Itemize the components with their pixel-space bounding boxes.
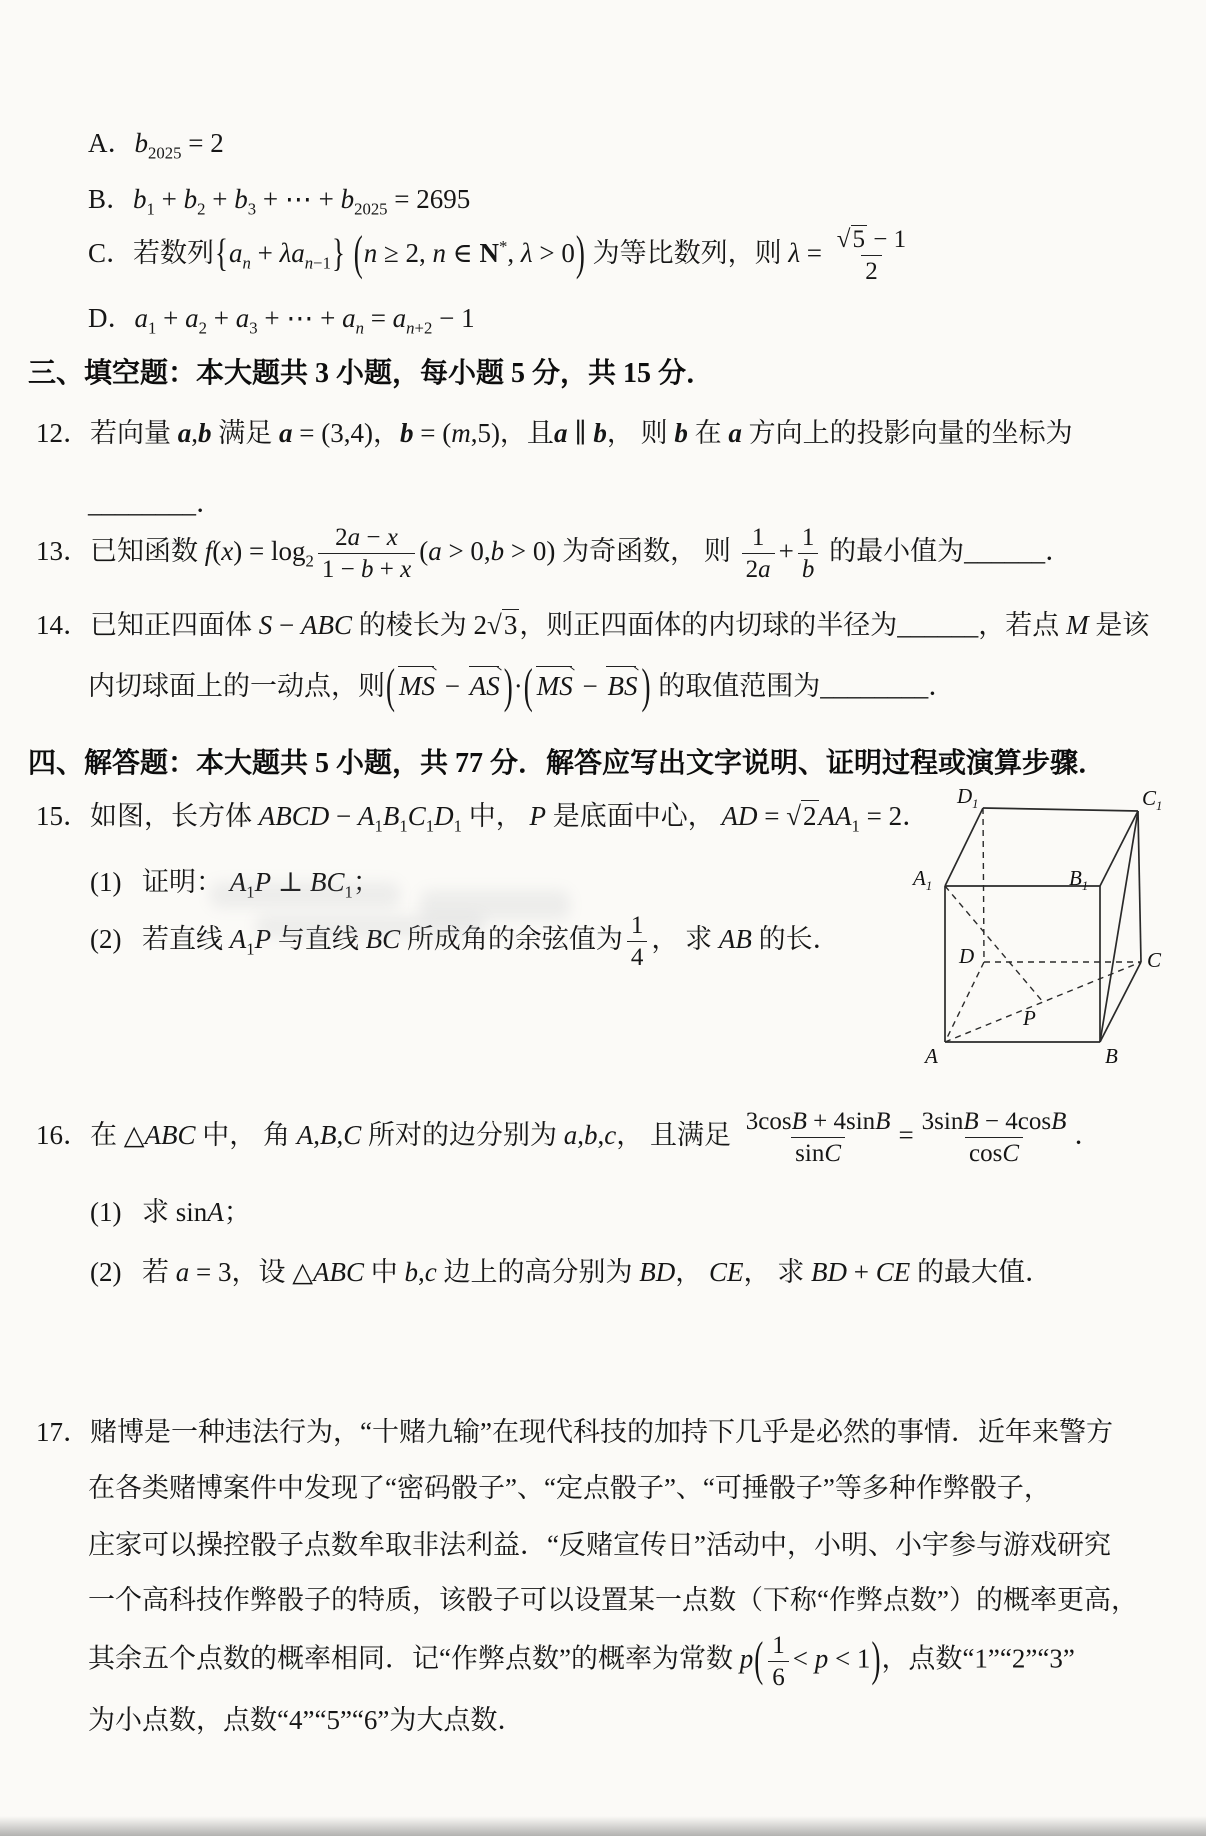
- question-16-item-1-number: (1): [90, 1197, 122, 1227]
- question-13-text: 已知函数 $f(x) = \log_2$ $\frac{2a - x}{1 - b + x}$ (a > 0,b > 0) 为奇函数， 则 $\frac{1}{2a}$ + $\frac{1}{b}$ 的最小值为______．: [90, 524, 1073, 583]
- vertex-label-d1: $D_1$: [957, 784, 979, 812]
- question-16-item-2-number: (2): [90, 1257, 122, 1287]
- scan-artifact: [210, 882, 400, 908]
- question-17-number: 17．: [36, 1417, 90, 1447]
- question-12-number: 12．: [36, 418, 90, 448]
- question-15-text: 如图，长方体 ABCD − $A_1B_1C_1D_1$ 中， P 是底面中心， AD = $√2AA_1 = 2$．: [90, 801, 930, 836]
- question-12-blank: ________．: [88, 488, 223, 518]
- section-solution-heading: 四、解答题：本大题共 5 小题，共 77 分．解答应写出文字说明、证明过程或演算步骤．: [28, 748, 1107, 779]
- question-15-item-1-number: (1): [90, 867, 122, 897]
- question-17-line-1: [36, 1415, 1113, 1450]
- vertex-label-b1: $B_1$: [1069, 866, 1089, 894]
- question-16-number: 16．: [36, 1119, 90, 1150]
- vertex-label-c: C: [1147, 948, 1162, 972]
- edge-d1-c1: [983, 808, 1138, 811]
- question-13-number: 13．: [36, 535, 90, 566]
- option-b-row: [88, 182, 470, 220]
- question-16-item-2: [90, 1255, 1052, 1290]
- option-b-label: B．: [88, 184, 134, 214]
- option-a-formula: $b_{2025} = 2$: [134, 128, 224, 163]
- option-c-label: C．: [88, 237, 134, 268]
- question-14-number: 14．: [36, 610, 90, 640]
- option-c-formula: 若数列$\{a_n + \lambda a_{n-1}\} (n \ge 2$, n ∈ N*, λ > 0) 为等比数列，则 λ = $\frac{√5 - 1}{2}$: [133, 225, 907, 285]
- question-17-line-5: 其余五个点数的概率相同．记“作弊点数”的概率为常数 p( $\frac{1}{6}$ < p < 1)，点数“1”“2”“3”: [88, 1631, 1075, 1691]
- question-12-line-1: [36, 416, 1073, 451]
- question-15-number: 15．: [36, 801, 90, 831]
- diagonal-b-c1: [1100, 811, 1138, 1042]
- edge-d-d1-hidden: [983, 808, 984, 962]
- question-17-text-1: 赌博是一种违法行为，“十赌九输”在现代科技的加持下几乎是必然的事情．近年来警方: [90, 1417, 1113, 1447]
- question-12-text: 若向量 a,b 满足 a = (3,4)，b = (m,5)，且a ∥ b， 则 b 在 a 方向上的投影向量的坐标为: [90, 418, 1073, 448]
- option-a-row: [88, 126, 224, 164]
- scan-artifact: [255, 915, 485, 937]
- question-16-text: 在 △ABC 中， 角 A,B,C 所对的边分别为 a,b,c， 且满足 $\frac{3\cos B + 4\sin B}{\sin C}$ = $\frac{3\sin B - 4\cos B}{\cos C}$ ．: [90, 1108, 1102, 1167]
- question-17-line-3: 庄家可以操控骰子点数牟取非法利益．“反赌宣传日”活动中，小明、小宇参与游戏研究: [88, 1530, 1111, 1560]
- question-17-line-4: 一个高科技作弊骰子的特质，该骰子可以设置某一点数（下称“作弊点数”）的概率更高，: [88, 1585, 1138, 1615]
- question-16-item-1-text: 求 sinA；: [142, 1197, 251, 1227]
- edge-d-a-hidden: [945, 962, 984, 1042]
- vertex-label-c1: $C_1$: [1142, 786, 1163, 814]
- option-a-label: A．: [88, 128, 135, 158]
- question-13-line-1: [36, 524, 1072, 583]
- question-16-line-1: [36, 1108, 1101, 1167]
- scan-bottom-shadow: [0, 1816, 1206, 1836]
- vertex-label-a1: $A_1$: [913, 866, 933, 894]
- vertex-label-a: A: [925, 1044, 938, 1068]
- section-fill-in-heading: 三、填空题：本大题共 3 小题，每小题 5 分，共 15 分．: [28, 358, 715, 389]
- option-d-row: [88, 301, 475, 339]
- question-14-line-1: [36, 608, 1149, 643]
- option-d-label: D．: [88, 303, 135, 333]
- option-b-formula: $b_1 + b_2 + b_3$ + ⋯ + $b_{2025} = 2695$: [133, 184, 471, 219]
- question-15-item-2-text: 若直线 $A_1P$ 与直线 BC 所成角的余弦值为 $\frac{1}{4}$ ， 求 AB 的长．: [142, 912, 840, 971]
- option-c-row: [88, 226, 914, 285]
- cuboid-drawing: [895, 778, 1190, 1083]
- question-17-line-6: 为小点数，点数“4”“5”“6”为大点数．: [88, 1705, 525, 1735]
- question-16-item-1: [90, 1195, 251, 1230]
- diagonal-a-c-hidden: [945, 962, 1141, 1042]
- vertex-label-p: P: [1023, 1006, 1036, 1030]
- question-17-line-2: 在各类赌博案件中发现了“密码骰子”、“定点骰子”、“可捶骰子”等多种作弊骰子，: [88, 1473, 1051, 1503]
- question-14-text-1: 已知正四面体 S − ABC 的棱长为 2√3，则正四面体的内切球的半径为______，若点 M 是该: [90, 610, 1150, 640]
- question-15-item-2-number: (2): [90, 923, 122, 954]
- question-14-line-2: 内切球面上的一动点，则( MS − AS )·( MS − BS ) 的取值范围为________．: [88, 658, 956, 713]
- question-16-item-2-text: 若 a = 3，设 △ABC 中 b,c 边上的高分别为 BD， CE， 求 BD + CE 的最大值．: [142, 1257, 1052, 1287]
- edge-a1-d1: [945, 808, 983, 886]
- question-15-line-1: [36, 799, 929, 837]
- vertex-label-d: D: [959, 944, 975, 968]
- question-15-item-1-text: 证明： $A_1P$ ⊥ $BC_1$；: [142, 867, 380, 902]
- edge-c-c1: [1138, 811, 1141, 962]
- cuboid-figure: [895, 778, 1190, 1083]
- option-d-formula: $a_1 + a_2 + a_3$ + ⋯ + $a_n = a_{n+2} - 1$: [134, 303, 475, 338]
- vertex-label-b: B: [1105, 1044, 1118, 1068]
